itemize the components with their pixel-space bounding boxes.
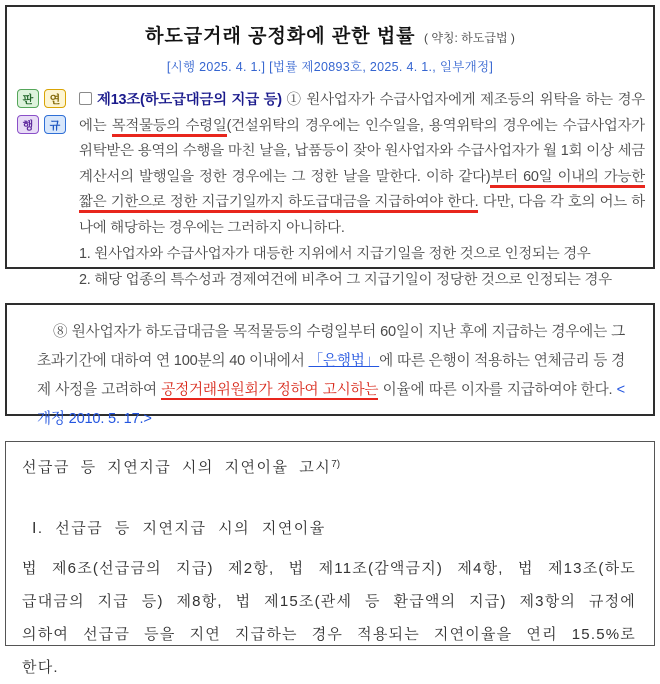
article-checkbox[interactable]	[79, 92, 92, 105]
law-title-row	[15, 21, 645, 48]
statute-link[interactable]: 「은행법」	[308, 353, 380, 369]
interest-notice-panel	[5, 441, 655, 676]
notice-section-heading: Ⅰ. 선급금 등 지연지급 시의 지연이율	[32, 520, 326, 537]
badge-row-1	[17, 89, 66, 108]
precedent-badge[interactable]: 판	[17, 89, 39, 108]
body-text: ⑧ 원사업자가 하도급대금을 목적물등의 수령일부터 60일이 지난 후에 지급하는 경우에는 그 초과기간에 대하여 연 100분의 40 이내에서	[37, 324, 625, 369]
body-text: 다만, 다음 각 호의 어느 하나에 해당하는 경우에는 그러하지 아니하다.	[79, 194, 646, 236]
law-revision-info: [시행 2025. 4. 1.] [법률 제20893호, 2025. 4. 1., 일부개정]	[166, 60, 494, 74]
article-text	[79, 92, 645, 236]
subitem-2: 2. 해당 업종의 특수성과 경제여건에 비추어 그 지급기일이 정당한 것으로 인정되는 경우	[79, 271, 612, 288]
article-subitems	[79, 242, 645, 293]
admin-rule-badge[interactable]: 행	[17, 115, 39, 134]
amendment-note: <개정 2010. 5. 17.>	[37, 382, 625, 427]
article-number-title: 제13조(하도급대금의 지급 등)	[97, 92, 287, 108]
law-article-panel	[5, 5, 655, 288]
notice-body-text: 법 제6조(선급금의 지급) 제2항, 법 제11조(감액금지) 제4항, 법 제13조(하도급대금의 지급 등) 제8항, 법 제15조(관세 등 환급액의 지급) 제3항의 규정에 의하여 선급금 등을 지연 지급하는 경우 적용되는 지연이율을 연리 15.5%로 한다.	[22, 560, 636, 676]
article-block	[15, 88, 645, 293]
regulation-badge[interactable]: 규	[44, 115, 66, 134]
body-text: 이율에 따른 이자를 지급하여야 한다.	[378, 382, 617, 398]
subitem-1: 1. 원사업자와 수급사업자가 대등한 지위에서 지급기일을 정한 것으로 인정되는 경우	[79, 246, 591, 262]
notice-title	[22, 456, 636, 477]
red-underlined-text: 부터 60일 이내의 가능한 짧은 기한으로 정한 지급기일까지 하도급대금을 지급하여야 한다.	[79, 169, 645, 214]
clause-8-paragraph	[37, 318, 625, 434]
clause-8-panel	[5, 303, 655, 427]
body-text: 에 따른 은행이 적용하는 연체금리 등 경제 사정을 고려하여	[37, 353, 625, 398]
footnote-reference: 7)	[331, 459, 341, 470]
history-badge[interactable]: 연	[44, 89, 66, 108]
law-abbreviation: ( 약칭: 하도급법 )	[424, 31, 515, 45]
law-title: 하도급거래 공정화에 관한 법률	[145, 26, 416, 47]
red-highlight-text: 공정거래위원회가 정하여 고시하는	[161, 382, 379, 398]
badge-row-2	[17, 115, 66, 134]
body-text: (건설위탁의 경우에는 인수일을, 용역위탁의 경우에는 수급사업자가 위탁받은 용역의 수행을 마친 날을, 납품등이 잦아 원사업자와 수급사업자가 월 1회 이상 세금계산서의 발행일을 정한 경우에는 그 정한 날을 말한다. 이하 같다)	[79, 117, 645, 185]
notice-title-text: 선급금 등 지연지급 시의 지연이율 고시	[22, 459, 332, 476]
article-paragraph	[79, 88, 645, 241]
red-underlined-text: 목적물등의 수령일	[112, 118, 227, 137]
body-text: ① 원사업자가 수급사업자에게 제조등의 위탁을 하는 경우에는	[79, 92, 645, 134]
